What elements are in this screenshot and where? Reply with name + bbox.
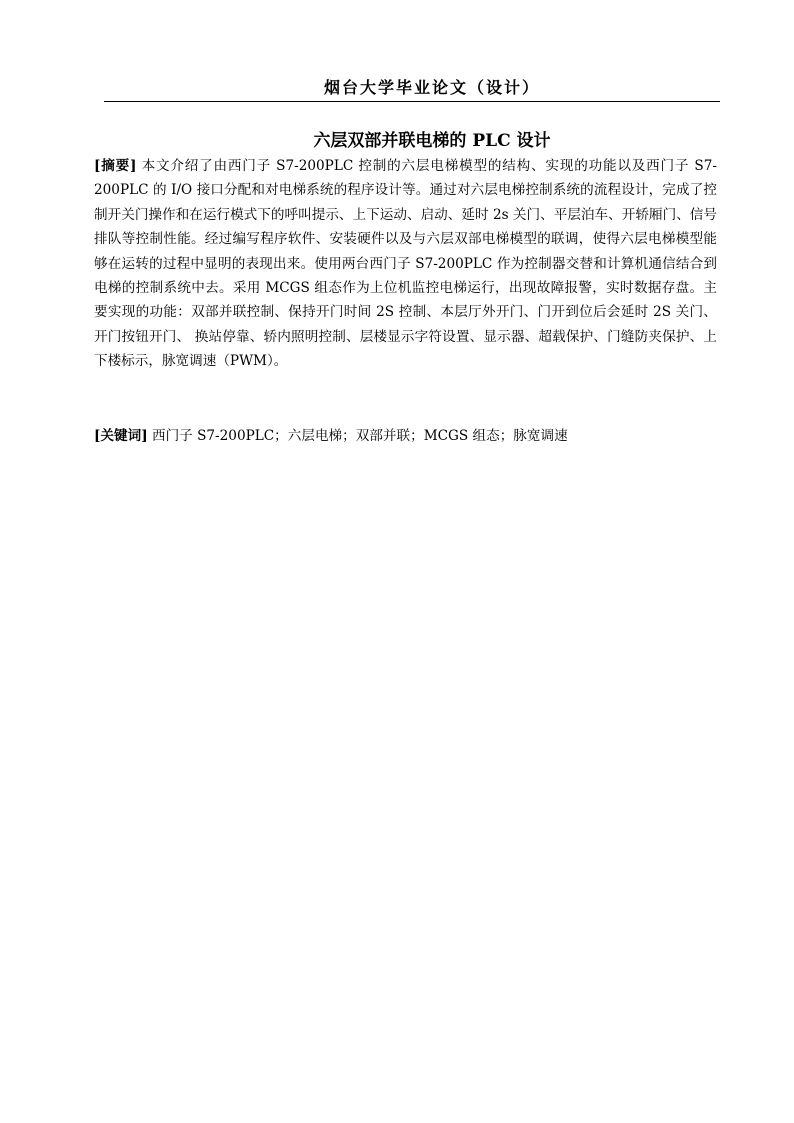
keywords-label: [关键词] [94, 428, 148, 444]
keywords-paragraph [94, 424, 717, 448]
paper-title: 六层双部并联电梯的 PLC 设计 [313, 131, 551, 151]
abstract-paragraph [94, 154, 717, 374]
running-header-title: 烟台大学毕业论文（设计） [323, 78, 540, 97]
keywords-text: 西门子 S7-200PLC；六层电梯；双部并联；MCGS 组态；脉宽调速 [151, 428, 568, 444]
abstract-text: 本文介绍了由西门子 S7-200PLC 控制的六层电梯模型的结构、实现的功能以及西门子 S7-200PLC 的 I/O 接口分配和对电梯系统的程序设计等。通过对六层电梯控制系统的流程设计，完成了控制开关门操作和在运行模式下的呼叫提示、上下运动、启动、延时 2s 关门、平层泊车、开轿厢门、信号排队等控制性能。经过编写程序软件、安装硬件以及与六层双部电梯模型的联调，使得六层电梯模型能够在运转的过程中显明的表现出来。使用两台西门子 S7-200PLC 作为控制器交替和计算机通信结合到电梯的控制系统中去。采用 MCGS 组态作为上位机监控电梯运行，出现故障报警，实时数据存盘。主要实现的功能：双部并联控制、保持开门时间 2S 控制、本层厅外开门、门开到位后会延时 2S 关门、开门按钮开门、 换站停靠、轿内照明控制、层楼显示字符设置、显示器、超载保护、门缝防夹保护、上下楼标示，脉宽调速（PWM）。 [94, 158, 717, 370]
running-header [104, 74, 720, 102]
abstract-label: [摘要] [94, 158, 137, 174]
